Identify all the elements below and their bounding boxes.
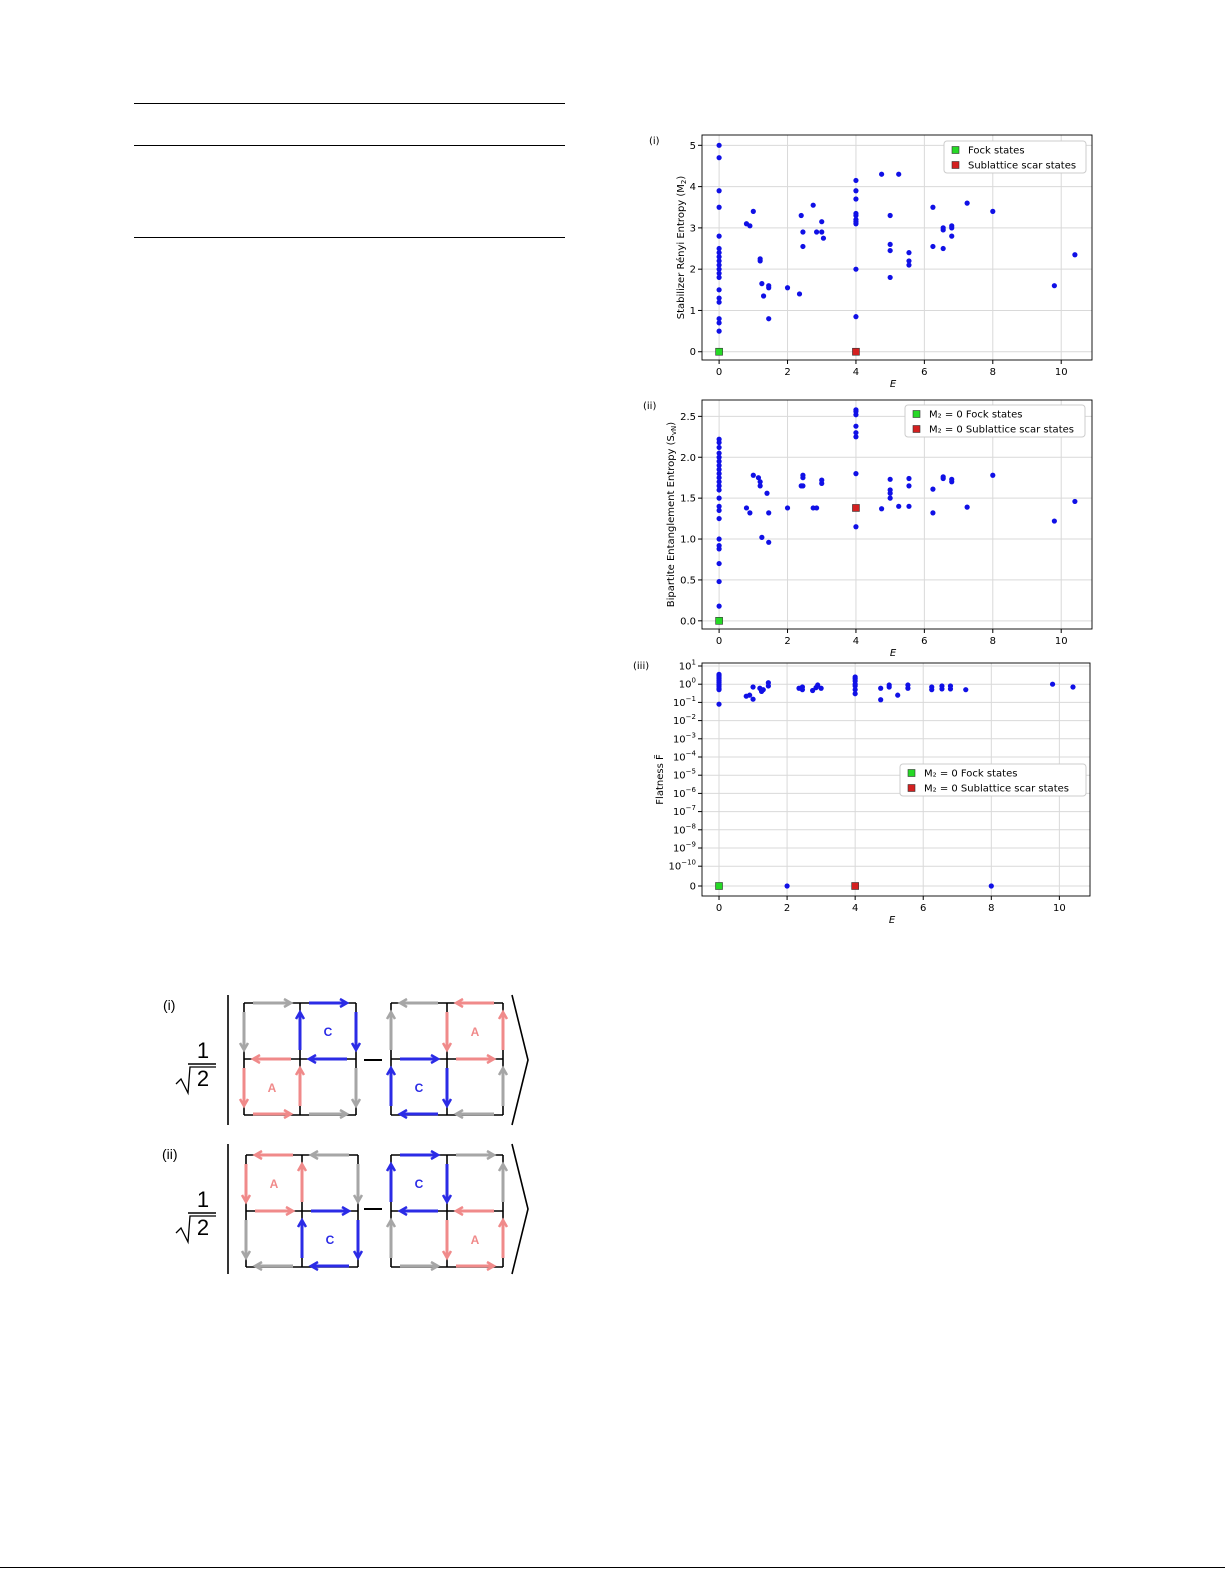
- y-tick-label: 0.5: [680, 575, 696, 587]
- x-tick-label: 10: [1054, 367, 1068, 378]
- data-point: [888, 242, 893, 247]
- arrow-head: [242, 1195, 250, 1202]
- data-point: [717, 516, 722, 521]
- data-point: [717, 287, 722, 292]
- x-tick-label: 4: [851, 903, 859, 914]
- data-point: [761, 687, 766, 692]
- data-point: [930, 244, 935, 249]
- data-point: [939, 686, 944, 691]
- data-point: [941, 246, 946, 251]
- arrow-head: [400, 1110, 407, 1118]
- legend-label: M₂ = 0 Sublattice scar states: [924, 783, 1069, 795]
- data-point: [941, 476, 946, 481]
- data-point: [717, 579, 722, 584]
- data-point: [989, 883, 994, 888]
- y-tick-label: 2.5: [680, 411, 696, 423]
- y-tick-label: 4: [689, 182, 696, 194]
- data-point: [990, 209, 995, 214]
- data-point: [853, 524, 858, 529]
- data-point: [766, 510, 771, 515]
- panel-label: (i): [163, 997, 176, 1013]
- plaquette-label: C: [325, 1233, 335, 1247]
- legend-fock-marker: [908, 770, 915, 777]
- ket-bracket: [512, 1144, 528, 1274]
- data-point: [766, 683, 771, 688]
- data-point: [888, 496, 893, 501]
- x-tick-label: 0: [715, 636, 723, 647]
- y-tick-label: $10^{-10}$: [668, 858, 696, 873]
- plaquette-label: C: [414, 1081, 424, 1095]
- legend-fock-marker: [952, 147, 959, 154]
- data-point: [785, 505, 790, 510]
- arrow-head: [354, 1251, 362, 1258]
- arrow-head: [431, 1262, 438, 1270]
- legend-label: Fock states: [968, 145, 1025, 157]
- arrow-head: [255, 1262, 262, 1270]
- ket-bracket: [512, 995, 528, 1125]
- arrow-head: [342, 1207, 349, 1215]
- x-tick-label: 2: [784, 367, 791, 378]
- data-point: [717, 329, 722, 334]
- data-point: [888, 213, 893, 218]
- arrow-head: [340, 1110, 347, 1118]
- y-tick-label: 1.0: [680, 534, 696, 546]
- panel-label: (ii): [162, 1146, 178, 1162]
- arrow-head: [354, 1195, 362, 1202]
- data-point: [1072, 252, 1077, 257]
- data-point: [764, 491, 769, 496]
- data-point: [888, 477, 893, 482]
- data-point: [717, 496, 722, 501]
- data-point: [744, 505, 749, 510]
- data-point: [906, 250, 911, 255]
- scar-state-marker: [852, 504, 859, 511]
- data-point: [853, 434, 858, 439]
- data-point: [1072, 499, 1077, 504]
- data-point: [905, 686, 910, 691]
- data-point: [717, 561, 722, 566]
- chart-panel-1: [649, 135, 1092, 390]
- legend-scar-marker: [913, 426, 920, 433]
- data-point: [766, 316, 771, 321]
- data-point: [750, 684, 755, 689]
- lattice-panel-1: [163, 995, 528, 1125]
- arrow-head: [387, 1220, 395, 1227]
- data-point: [878, 686, 883, 691]
- data-point: [929, 687, 934, 692]
- x-tick-label: 6: [920, 903, 927, 914]
- data-point: [717, 320, 722, 325]
- y-tick-label: $10^{-6}$: [672, 785, 696, 800]
- page-footer-rule: [0, 1567, 1225, 1568]
- data-point: [800, 475, 805, 480]
- data-point: [949, 479, 954, 484]
- plaquette-label: A: [470, 1233, 480, 1247]
- data-point: [819, 686, 824, 691]
- data-point: [717, 188, 722, 193]
- data-point: [750, 697, 755, 702]
- data-point: [853, 314, 858, 319]
- data-point: [853, 178, 858, 183]
- data-point: [761, 293, 766, 298]
- data-point: [751, 473, 756, 478]
- data-point: [717, 487, 722, 492]
- data-point: [797, 291, 802, 296]
- arrow-head: [431, 1151, 438, 1159]
- data-point: [759, 281, 764, 286]
- data-point: [949, 225, 954, 230]
- legend: [905, 405, 1085, 437]
- data-point: [819, 229, 824, 234]
- data-point: [906, 483, 911, 488]
- arrow-head: [240, 1099, 248, 1106]
- panel-label: (iii): [633, 661, 650, 672]
- arrow-head: [499, 1164, 507, 1171]
- y-tick-label: $10^{-8}$: [672, 822, 696, 837]
- legend-label: M₂ = 0 Sublattice scar states: [929, 424, 1074, 436]
- arrow-head: [240, 1043, 248, 1050]
- data-point: [766, 540, 771, 545]
- data-point: [717, 445, 722, 450]
- legend-scar-marker: [952, 162, 959, 169]
- data-point: [819, 481, 824, 486]
- data-point: [888, 491, 893, 496]
- x-tick-label: 4: [852, 636, 860, 647]
- data-point: [895, 693, 900, 698]
- data-point: [717, 275, 722, 280]
- arrow-head: [487, 1262, 494, 1270]
- x-tick-label: 8: [989, 636, 996, 647]
- data-point: [814, 505, 819, 510]
- y-tick-label: 0: [689, 347, 696, 359]
- plaquette-label: C: [323, 1025, 333, 1039]
- fock-state-marker: [716, 617, 723, 624]
- plaquette-label: C: [414, 1177, 424, 1191]
- data-point: [930, 487, 935, 492]
- legend-fock-marker: [913, 411, 920, 418]
- fock-state-marker: [716, 883, 723, 890]
- y-tick-label: $10^{-5}$: [672, 767, 696, 782]
- sqrt-sign: [176, 1216, 216, 1242]
- arrow-head: [298, 1164, 306, 1171]
- arrow-head: [311, 1262, 318, 1270]
- data-point: [717, 234, 722, 239]
- data-point: [717, 143, 722, 148]
- legend: [944, 141, 1086, 173]
- plaquette-label: A: [470, 1025, 480, 1039]
- x-tick-label: 8: [989, 367, 996, 378]
- data-point: [747, 223, 752, 228]
- arrow-head: [443, 1099, 451, 1106]
- legend-label: Sublattice scar states: [968, 160, 1077, 172]
- data-point: [853, 221, 858, 226]
- arrow-head: [456, 999, 463, 1007]
- x-tick-label: 10: [1053, 903, 1066, 914]
- y-tick-label: 5: [689, 140, 696, 152]
- data-point: [879, 506, 884, 511]
- arrow-head: [400, 999, 407, 1007]
- lattice-panel-2: [162, 1144, 528, 1274]
- arrow-head: [456, 1207, 463, 1215]
- data-point: [717, 536, 722, 541]
- x-tick-label: 0: [715, 903, 723, 914]
- chart-panel-3: [633, 659, 1090, 927]
- data-point: [811, 203, 816, 208]
- data-point: [948, 686, 953, 691]
- panel-label: (ii): [643, 401, 657, 412]
- data-point: [1052, 518, 1057, 523]
- legend-scar-marker: [908, 785, 915, 792]
- data-point: [717, 508, 722, 513]
- arrow-head: [387, 1012, 395, 1019]
- data-point: [906, 504, 911, 509]
- data-point: [800, 483, 805, 488]
- arrow-head: [387, 1068, 395, 1075]
- y-tick-label: $10^{-2}$: [672, 713, 696, 728]
- plaquette-label: A: [267, 1081, 277, 1095]
- arrow-head: [296, 1068, 304, 1075]
- y-tick-label: 1: [689, 305, 696, 317]
- fock-state-marker: [716, 348, 723, 355]
- arrow-head: [242, 1251, 250, 1258]
- prefactor-denominator: 2: [196, 1215, 210, 1240]
- data-point: [965, 505, 970, 510]
- data-point: [853, 424, 858, 429]
- arrow-head: [309, 1055, 316, 1063]
- data-point: [853, 267, 858, 272]
- data-point: [717, 440, 722, 445]
- arrow-head: [499, 1068, 507, 1075]
- x-tick-label: 8: [988, 903, 995, 914]
- y-axis-label: Flatness F̃: [655, 754, 666, 805]
- x-tick-label: 2: [783, 903, 791, 914]
- data-point: [717, 604, 722, 609]
- plaquette-label: A: [269, 1177, 279, 1191]
- data-point: [906, 262, 911, 267]
- y-tick-label: $10^{-7}$: [672, 804, 696, 819]
- data-point: [821, 236, 826, 241]
- data-point: [941, 227, 946, 232]
- arrow-head: [340, 999, 347, 1007]
- data-point: [785, 285, 790, 290]
- y-axis-label: Stabilizer Rényi Entropy $(M_2)$: [676, 175, 688, 320]
- data-point: [963, 687, 968, 692]
- arrow-head: [352, 1099, 360, 1106]
- data-point: [896, 504, 901, 509]
- data-point: [716, 687, 721, 692]
- data-point: [949, 234, 954, 239]
- x-tick-label: 2: [784, 636, 791, 647]
- arrow-head: [499, 1012, 507, 1019]
- arrow-head: [487, 1055, 494, 1063]
- data-point: [879, 172, 884, 177]
- data-point: [800, 229, 805, 234]
- prefactor-numerator: 1: [196, 1187, 210, 1212]
- arrow-head: [431, 1055, 438, 1063]
- y-tick-label: $10^{-4}$: [672, 749, 696, 764]
- data-point: [1070, 684, 1075, 689]
- data-point: [853, 412, 858, 417]
- arrow-head: [443, 1251, 451, 1258]
- arrow-head: [352, 1043, 360, 1050]
- x-tick-label: 4: [852, 367, 860, 378]
- y-tick-label: 0: [689, 881, 696, 893]
- data-point: [716, 702, 721, 707]
- data-point: [717, 300, 722, 305]
- y-tick-label: 1.5: [680, 493, 696, 505]
- y-tick-label: $10^{-1}$: [672, 694, 696, 709]
- data-point: [888, 275, 893, 280]
- arrow-head: [284, 1110, 291, 1118]
- data-point: [814, 229, 819, 234]
- legend-label: M₂ = 0 Fock states: [924, 768, 1018, 780]
- arrow-head: [487, 1151, 494, 1159]
- x-axis-label: E: [889, 379, 897, 390]
- data-point: [717, 546, 722, 551]
- arrow-head: [499, 1220, 507, 1227]
- sqrt-sign: [176, 1067, 216, 1093]
- x-tick-label: 0: [715, 367, 723, 378]
- panel-label: (i): [649, 136, 660, 147]
- arrow-head: [387, 1164, 395, 1171]
- scar-state-marker: [852, 348, 859, 355]
- arrow-head: [443, 1043, 451, 1050]
- y-tick-label: $10^{-3}$: [672, 731, 696, 746]
- data-point: [747, 693, 752, 698]
- data-point: [853, 196, 858, 201]
- data-point: [758, 256, 763, 261]
- data-point: [800, 687, 805, 692]
- data-point: [784, 883, 789, 888]
- y-tick-label: $10^1$: [678, 658, 696, 673]
- arrow-head: [296, 1012, 304, 1019]
- arrow-head: [286, 1207, 293, 1215]
- data-point: [878, 697, 883, 702]
- arrow-head: [311, 1151, 318, 1159]
- y-tick-label: $10^0$: [678, 676, 696, 691]
- data-point: [759, 535, 764, 540]
- x-tick-label: 6: [921, 636, 928, 647]
- legend: [900, 764, 1086, 796]
- data-point: [853, 691, 858, 696]
- data-point: [965, 201, 970, 206]
- data-point: [751, 209, 756, 214]
- data-point: [906, 476, 911, 481]
- arrow-head: [400, 1207, 407, 1215]
- y-axis-label: Bipartite Entanglement Entropy $(S_{vN})$: [666, 421, 678, 608]
- data-point: [717, 155, 722, 160]
- data-point: [990, 473, 995, 478]
- arrow-head: [456, 1110, 463, 1118]
- data-point: [717, 205, 722, 210]
- data-point: [853, 188, 858, 193]
- data-point: [853, 471, 858, 476]
- x-axis-label: E: [889, 648, 897, 659]
- y-tick-label: 2.0: [680, 452, 696, 464]
- arrow-head: [255, 1151, 262, 1159]
- chart-panel-2: [643, 400, 1092, 659]
- scar-state-marker: [852, 883, 859, 890]
- data-point: [799, 213, 804, 218]
- y-tick-label: 2: [689, 264, 696, 276]
- x-tick-label: 10: [1054, 636, 1068, 647]
- data-point: [1052, 283, 1057, 288]
- data-point: [758, 483, 763, 488]
- data-point: [930, 510, 935, 515]
- prefactor-numerator: 1: [196, 1038, 210, 1063]
- y-tick-label: $10^{-9}$: [672, 840, 696, 855]
- data-point: [896, 172, 901, 177]
- arrow-head: [284, 999, 291, 1007]
- y-tick-label: 0.0: [680, 616, 696, 628]
- data-point: [800, 244, 805, 249]
- prefactor-denominator: 2: [196, 1066, 210, 1091]
- data-point: [766, 285, 771, 290]
- data-point: [1050, 682, 1055, 687]
- arrow-head: [443, 1195, 451, 1202]
- y-tick-label: 3: [689, 223, 696, 235]
- data-point: [930, 205, 935, 210]
- data-point: [819, 219, 824, 224]
- arrow-head: [298, 1220, 306, 1227]
- data-point: [888, 248, 893, 253]
- legend-label: M₂ = 0 Fock states: [929, 409, 1023, 421]
- arrow-head: [253, 1055, 260, 1063]
- x-tick-label: 6: [921, 367, 928, 378]
- data-point: [747, 510, 752, 515]
- data-point: [887, 684, 892, 689]
- x-axis-label: E: [888, 915, 896, 926]
